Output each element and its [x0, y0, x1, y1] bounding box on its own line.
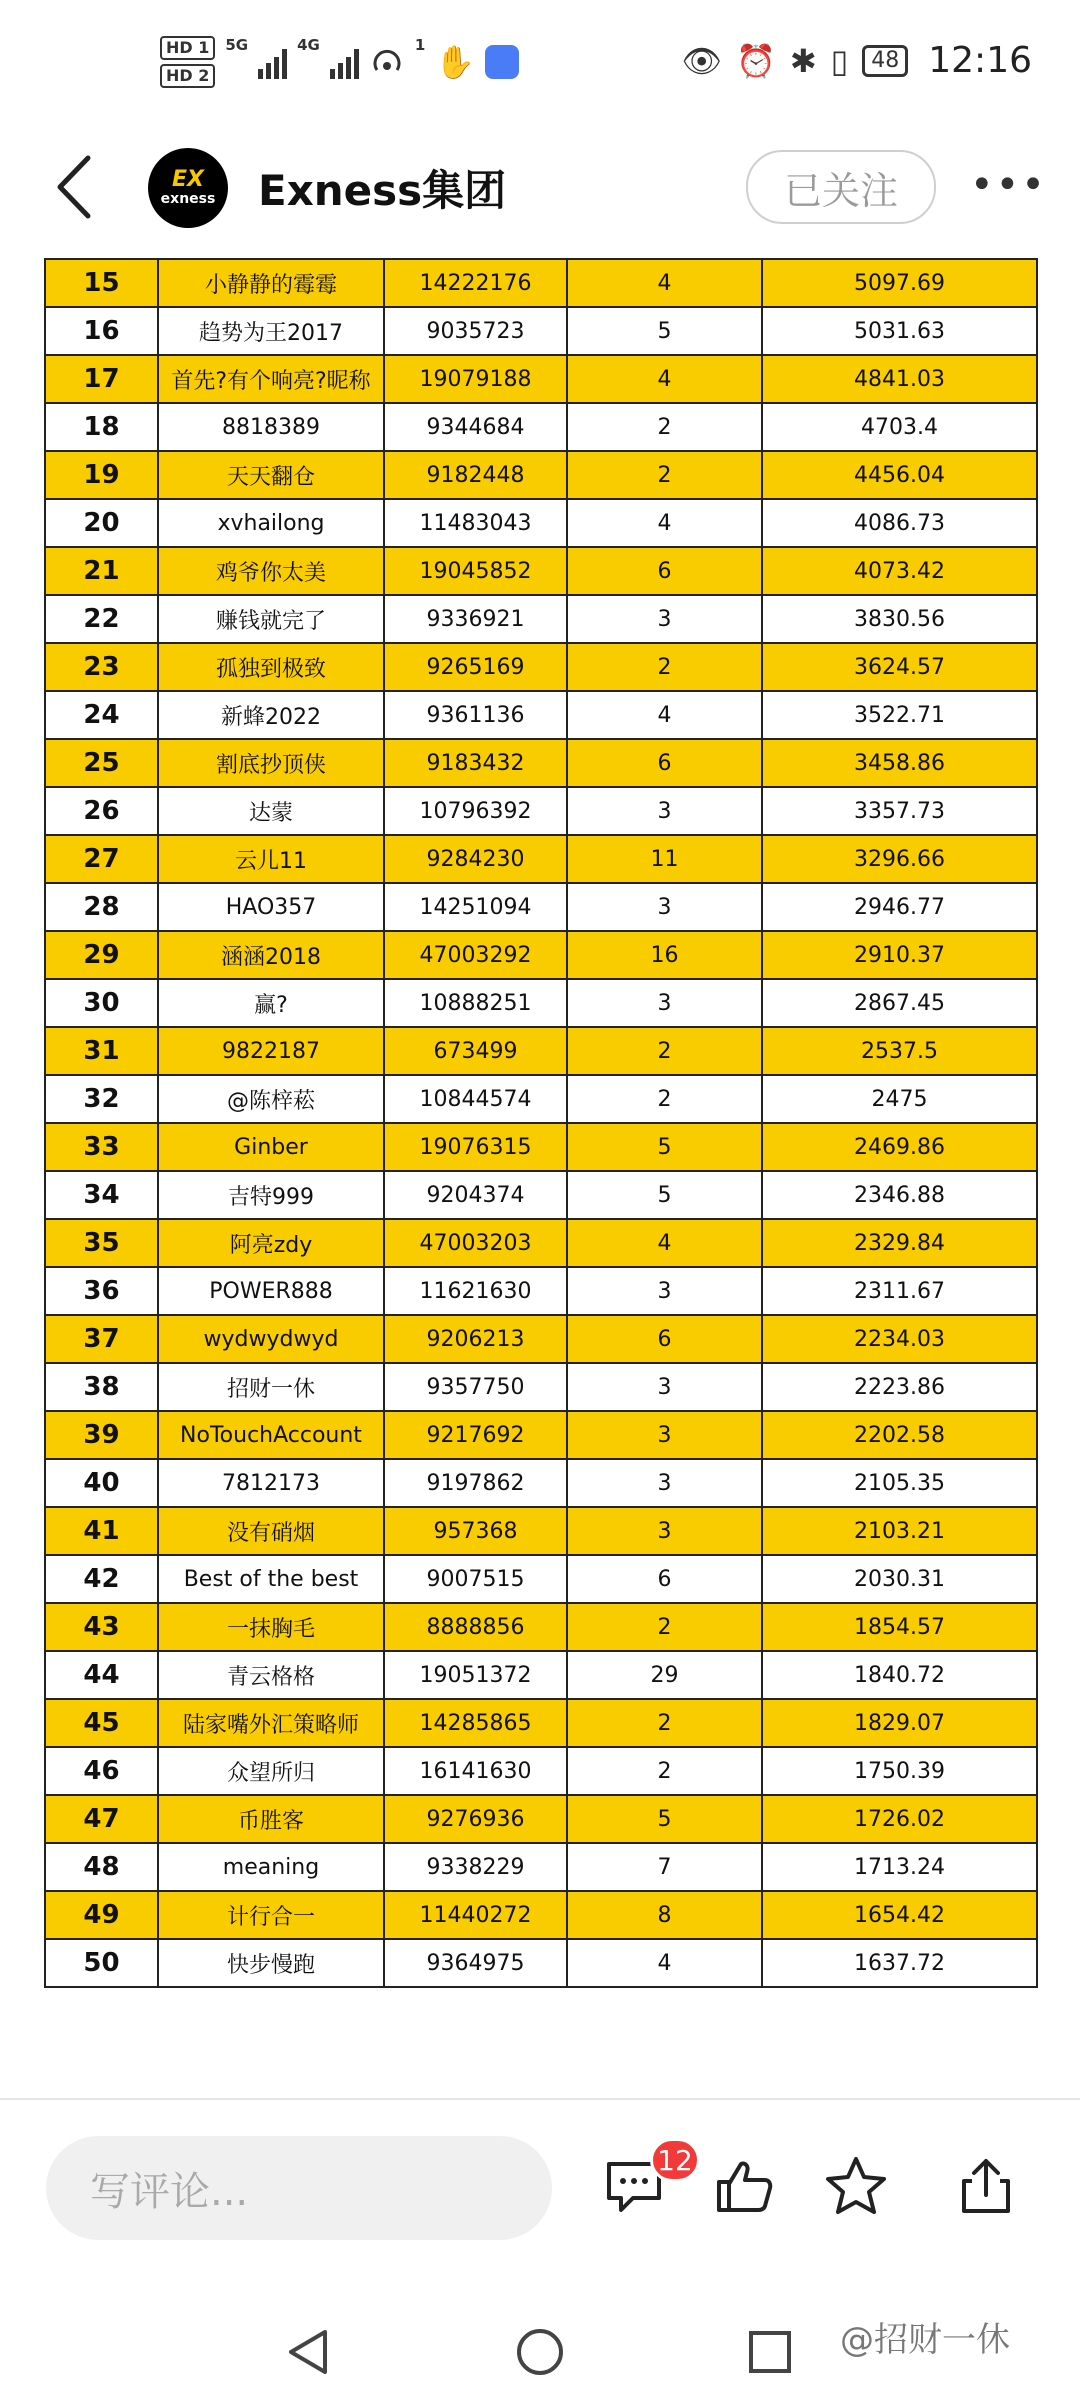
table-row — [45, 1651, 1037, 1699]
rank-cell: 43 — [45, 1603, 158, 1651]
account-cell: 10888251 — [384, 979, 567, 1027]
trades-cell: 5 — [567, 1795, 762, 1843]
app-header — [0, 120, 1080, 260]
profit-cell: 2234.03 — [762, 1315, 1037, 1363]
table-row — [45, 691, 1037, 739]
rank-cell: 26 — [45, 787, 158, 835]
trades-cell: 5 — [567, 1123, 762, 1171]
hd1-indicator: HD 1 — [160, 36, 215, 60]
account-cell: 9265169 — [384, 643, 567, 691]
profit-cell: 4086.73 — [762, 499, 1037, 547]
trades-cell: 3 — [567, 595, 762, 643]
rank-cell: 25 — [45, 739, 158, 787]
table-row — [45, 979, 1037, 1027]
trades-cell: 2 — [567, 1747, 762, 1795]
table-row — [45, 1171, 1037, 1219]
trades-cell: 4 — [567, 1939, 762, 1987]
table-row — [45, 259, 1037, 307]
profit-cell: 2537.5 — [762, 1027, 1037, 1075]
trades-cell: 8 — [567, 1891, 762, 1939]
follow-button[interactable]: 已关注 — [746, 150, 936, 224]
trades-cell: 2 — [567, 403, 762, 451]
table-row — [45, 1267, 1037, 1315]
name-cell: 云儿11 — [158, 835, 384, 883]
trades-cell: 2 — [567, 1075, 762, 1123]
alarm-icon: ⏰ — [735, 41, 776, 80]
rank-cell: 49 — [45, 1891, 158, 1939]
table-row — [45, 307, 1037, 355]
rank-cell: 18 — [45, 403, 158, 451]
rank-cell: 17 — [45, 355, 158, 403]
bluetooth-icon: ✱ — [789, 41, 817, 80]
rank-cell: 44 — [45, 1651, 158, 1699]
table-row — [45, 1891, 1037, 1939]
rank-cell: 48 — [45, 1843, 158, 1891]
account-cell: 957368 — [384, 1507, 567, 1555]
account-cell: 9206213 — [384, 1315, 567, 1363]
more-icon[interactable]: ••• — [970, 162, 1047, 208]
name-cell: 一抹胸毛 — [158, 1603, 384, 1651]
rank-cell: 20 — [45, 499, 158, 547]
table-row — [45, 1843, 1037, 1891]
profit-cell: 1726.02 — [762, 1795, 1037, 1843]
rank-cell: 33 — [45, 1123, 158, 1171]
name-cell: 首先?有个响亮?昵称 — [158, 355, 384, 403]
account-cell: 673499 — [384, 1027, 567, 1075]
rank-cell: 29 — [45, 931, 158, 979]
profit-cell: 2346.88 — [762, 1171, 1037, 1219]
name-cell: 币胜客 — [158, 1795, 384, 1843]
account-cell: 11621630 — [384, 1267, 567, 1315]
profit-cell: 3830.56 — [762, 595, 1037, 643]
name-cell: 快步慢跑 — [158, 1939, 384, 1987]
trades-cell: 6 — [567, 1555, 762, 1603]
table-row — [45, 1939, 1037, 1987]
profit-cell: 3522.71 — [762, 691, 1037, 739]
nav-recents-button[interactable] — [740, 2322, 800, 2382]
hd-indicators — [160, 36, 215, 88]
profit-cell: 5031.63 — [762, 307, 1037, 355]
back-arrow-icon[interactable] — [52, 152, 96, 222]
rank-cell: 24 — [45, 691, 158, 739]
account-cell: 9344684 — [384, 403, 567, 451]
trades-cell: 6 — [567, 547, 762, 595]
name-cell: 小静静的霉霉 — [158, 259, 384, 307]
rank-cell: 37 — [45, 1315, 158, 1363]
profit-cell: 2030.31 — [762, 1555, 1037, 1603]
trades-cell: 2 — [567, 1603, 762, 1651]
account-cell: 47003292 — [384, 931, 567, 979]
trades-cell: 3 — [567, 1411, 762, 1459]
watermark: @招财一休 — [840, 2320, 1010, 2360]
circle-home-icon — [514, 2326, 566, 2378]
profit-cell: 1840.72 — [762, 1651, 1037, 1699]
name-cell: Ginber — [158, 1123, 384, 1171]
rank-cell: 19 — [45, 451, 158, 499]
trades-cell: 5 — [567, 1171, 762, 1219]
like-button[interactable] — [708, 2150, 780, 2222]
trades-cell: 4 — [567, 691, 762, 739]
account-cell: 9204374 — [384, 1171, 567, 1219]
profit-cell: 2469.86 — [762, 1123, 1037, 1171]
rank-cell: 46 — [45, 1747, 158, 1795]
share-button[interactable] — [950, 2150, 1022, 2222]
name-cell: 割底抄顶侠 — [158, 739, 384, 787]
trades-cell: 2 — [567, 1699, 762, 1747]
trades-cell: 4 — [567, 355, 762, 403]
trades-cell: 3 — [567, 1267, 762, 1315]
trades-cell: 3 — [567, 979, 762, 1027]
table-row — [45, 739, 1037, 787]
name-cell: wydwydwyd — [158, 1315, 384, 1363]
profit-cell: 1750.39 — [762, 1747, 1037, 1795]
ranking-table — [44, 258, 1036, 1988]
table-row — [45, 1219, 1037, 1267]
app-notification-icon — [485, 45, 519, 79]
table-row — [45, 1699, 1037, 1747]
trades-cell: 4 — [567, 499, 762, 547]
name-cell: 趋势为王2017 — [158, 307, 384, 355]
account-cell: 9035723 — [384, 307, 567, 355]
trades-cell: 16 — [567, 931, 762, 979]
profit-cell: 4073.42 — [762, 547, 1037, 595]
account-cell: 8888856 — [384, 1603, 567, 1651]
profit-cell: 2105.35 — [762, 1459, 1037, 1507]
account-cell: 11483043 — [384, 499, 567, 547]
account-cell: 19076315 — [384, 1123, 567, 1171]
square-recents-icon — [746, 2328, 794, 2376]
table-row — [45, 1315, 1037, 1363]
status-left — [160, 36, 519, 88]
table-row — [45, 1123, 1037, 1171]
profit-cell: 3458.86 — [762, 739, 1037, 787]
profit-cell: 2329.84 — [762, 1219, 1037, 1267]
table-row — [45, 1459, 1037, 1507]
name-cell: @陈梓菘 — [158, 1075, 384, 1123]
profit-cell: 2202.58 — [762, 1411, 1037, 1459]
profit-cell: 2475 — [762, 1075, 1037, 1123]
status-bar — [0, 0, 1080, 120]
rank-cell: 38 — [45, 1363, 158, 1411]
logo-word: exness — [160, 191, 216, 207]
trades-cell: 3 — [567, 787, 762, 835]
table-row — [45, 499, 1037, 547]
trades-cell: 3 — [567, 1363, 762, 1411]
table-row — [45, 355, 1037, 403]
comment-input[interactable]: 写评论... — [46, 2136, 552, 2240]
profit-cell: 2867.45 — [762, 979, 1037, 1027]
account-cell: 9217692 — [384, 1411, 567, 1459]
table-row — [45, 403, 1037, 451]
hd2-indicator: HD 2 — [160, 64, 215, 88]
table-row — [45, 787, 1037, 835]
name-cell: Best of the best — [158, 1555, 384, 1603]
rank-cell: 36 — [45, 1267, 158, 1315]
name-cell: 没有硝烟 — [158, 1507, 384, 1555]
profit-cell: 3357.73 — [762, 787, 1037, 835]
account-cell: 14222176 — [384, 259, 567, 307]
page-title: Exness集团 — [258, 166, 507, 215]
rank-cell: 15 — [45, 259, 158, 307]
account-cell: 9336921 — [384, 595, 567, 643]
trades-cell: 3 — [567, 1459, 762, 1507]
name-cell: 赢? — [158, 979, 384, 1027]
logo-mark: EX — [172, 167, 204, 192]
name-cell: HAO357 — [158, 883, 384, 931]
name-cell: 达蒙 — [158, 787, 384, 835]
comment-count-badge: 12 — [650, 2138, 700, 2182]
rank-cell: 45 — [45, 1699, 158, 1747]
thumbs-up-icon — [713, 2156, 775, 2216]
table-row — [45, 595, 1037, 643]
name-cell: 众望所归 — [158, 1747, 384, 1795]
name-cell: 天天翻仓 — [158, 451, 384, 499]
account-cell: 16141630 — [384, 1747, 567, 1795]
name-cell: 7812173 — [158, 1459, 384, 1507]
table-row — [45, 1027, 1037, 1075]
table-body — [45, 259, 1037, 1987]
trades-cell: 6 — [567, 1315, 762, 1363]
table-row — [45, 1411, 1037, 1459]
rank-cell: 50 — [45, 1939, 158, 1987]
account-cell: 9361136 — [384, 691, 567, 739]
account-cell: 11440272 — [384, 1891, 567, 1939]
divider — [0, 2098, 1080, 2100]
profit-cell: 4841.03 — [762, 355, 1037, 403]
rank-cell: 42 — [45, 1555, 158, 1603]
table-row — [45, 931, 1037, 979]
trades-cell: 6 — [567, 739, 762, 787]
account-cell: 9364975 — [384, 1939, 567, 1987]
table-row — [45, 1747, 1037, 1795]
star-icon — [824, 2155, 888, 2217]
avatar[interactable] — [148, 148, 228, 228]
trades-cell: 3 — [567, 883, 762, 931]
name-cell: 计行合一 — [158, 1891, 384, 1939]
profit-cell: 1829.07 — [762, 1699, 1037, 1747]
favorite-button[interactable] — [820, 2150, 892, 2222]
name-cell: 孤独到极致 — [158, 643, 384, 691]
name-cell: 吉特999 — [158, 1171, 384, 1219]
rank-cell: 30 — [45, 979, 158, 1027]
name-cell: xvhailong — [158, 499, 384, 547]
account-cell: 9007515 — [384, 1555, 567, 1603]
account-cell: 19079188 — [384, 355, 567, 403]
profit-cell: 2103.21 — [762, 1507, 1037, 1555]
account-cell: 9182448 — [384, 451, 567, 499]
name-cell: 9822187 — [158, 1027, 384, 1075]
triangle-back-icon — [283, 2326, 333, 2378]
account-cell: 47003203 — [384, 1219, 567, 1267]
account-cell: 10796392 — [384, 787, 567, 835]
network-5g-label: 5G — [225, 36, 249, 54]
rank-cell: 40 — [45, 1459, 158, 1507]
profit-cell: 2311.67 — [762, 1267, 1037, 1315]
table-row — [45, 1603, 1037, 1651]
trades-cell: 2 — [567, 1027, 762, 1075]
table-row — [45, 835, 1037, 883]
eye-icon: 👁 — [681, 41, 722, 80]
name-cell: 阿亮zdy — [158, 1219, 384, 1267]
rank-cell: 31 — [45, 1027, 158, 1075]
table-row — [45, 643, 1037, 691]
profit-cell: 2910.37 — [762, 931, 1037, 979]
profit-cell: 1713.24 — [762, 1843, 1037, 1891]
table-row — [45, 1075, 1037, 1123]
profit-cell: 1654.42 — [762, 1891, 1037, 1939]
rank-cell: 41 — [45, 1507, 158, 1555]
trades-cell: 2 — [567, 643, 762, 691]
nav-back-button[interactable] — [278, 2322, 338, 2382]
profit-cell: 3296.66 — [762, 835, 1037, 883]
profit-cell: 4456.04 — [762, 451, 1037, 499]
table-row — [45, 1363, 1037, 1411]
nav-home-button[interactable] — [510, 2322, 570, 2382]
account-cell: 14285865 — [384, 1699, 567, 1747]
rank-cell: 23 — [45, 643, 158, 691]
profit-cell: 1637.72 — [762, 1939, 1037, 1987]
trades-cell: 3 — [567, 1507, 762, 1555]
vibrate-icon: ▯ — [830, 41, 849, 80]
trades-cell: 4 — [567, 1219, 762, 1267]
profit-cell: 2223.86 — [762, 1363, 1037, 1411]
trades-cell: 2 — [567, 451, 762, 499]
hand-icon: ✋ — [435, 43, 476, 81]
rank-cell: 35 — [45, 1219, 158, 1267]
rank-cell: 34 — [45, 1171, 158, 1219]
rank-cell: 28 — [45, 883, 158, 931]
name-cell: 8818389 — [158, 403, 384, 451]
name-cell: 赚钱就完了 — [158, 595, 384, 643]
account-cell: 9183432 — [384, 739, 567, 787]
clock-time: 12:16 — [928, 40, 1032, 81]
name-cell: meaning — [158, 1843, 384, 1891]
signal-icon — [258, 45, 287, 79]
rank-cell: 39 — [45, 1411, 158, 1459]
battery-icon: 48 — [862, 45, 908, 77]
name-cell: 青云格格 — [158, 1651, 384, 1699]
account-cell: 9338229 — [384, 1843, 567, 1891]
account-cell: 9284230 — [384, 835, 567, 883]
name-cell: 陆家嘴外汇策略师 — [158, 1699, 384, 1747]
name-cell: 招财一休 — [158, 1363, 384, 1411]
account-cell: 9197862 — [384, 1459, 567, 1507]
name-cell: 鸡爷你太美 — [158, 547, 384, 595]
account-cell: 19045852 — [384, 547, 567, 595]
table-row — [45, 1555, 1037, 1603]
name-cell: POWER888 — [158, 1267, 384, 1315]
profit-cell: 5097.69 — [762, 259, 1037, 307]
profit-cell: 2946.77 — [762, 883, 1037, 931]
name-cell: 涵涵2018 — [158, 931, 384, 979]
rank-cell: 16 — [45, 307, 158, 355]
rank-cell: 27 — [45, 835, 158, 883]
network-4g-label: 4G — [297, 36, 320, 54]
rank-cell: 47 — [45, 1795, 158, 1843]
profit-cell: 3624.57 — [762, 643, 1037, 691]
share-icon — [958, 2155, 1014, 2217]
trades-cell: 7 — [567, 1843, 762, 1891]
name-cell: NoTouchAccount — [158, 1411, 384, 1459]
table-row — [45, 547, 1037, 595]
profit-cell: 4703.4 — [762, 403, 1037, 451]
trades-cell: 5 — [567, 307, 762, 355]
account-cell: 9276936 — [384, 1795, 567, 1843]
table-row — [45, 1795, 1037, 1843]
name-cell: 新蜂2022 — [158, 691, 384, 739]
status-right — [681, 40, 1032, 81]
trades-cell: 29 — [567, 1651, 762, 1699]
table-row — [45, 883, 1037, 931]
rank-cell: 22 — [45, 595, 158, 643]
hotspot-count: 1 — [414, 36, 426, 54]
hotspot-icon — [369, 44, 405, 80]
rank-cell: 21 — [45, 547, 158, 595]
table-row — [45, 1507, 1037, 1555]
profit-cell: 1854.57 — [762, 1603, 1037, 1651]
account-cell: 19051372 — [384, 1651, 567, 1699]
trades-cell: 11 — [567, 835, 762, 883]
rank-cell: 32 — [45, 1075, 158, 1123]
account-cell: 10844574 — [384, 1075, 567, 1123]
account-cell: 14251094 — [384, 883, 567, 931]
signal-icon — [330, 45, 359, 79]
account-cell: 9357750 — [384, 1363, 567, 1411]
trades-cell: 4 — [567, 259, 762, 307]
table-row — [45, 451, 1037, 499]
